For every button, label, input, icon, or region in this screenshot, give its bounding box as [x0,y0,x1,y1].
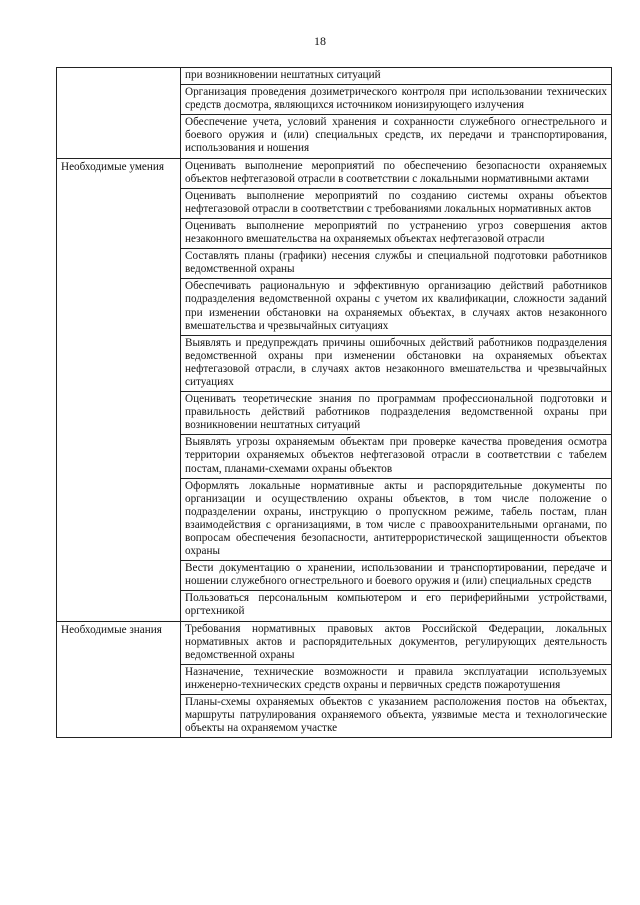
qualification-table [56,67,612,738]
table-row [57,68,612,159]
table-row [57,621,612,738]
row-label [57,68,181,159]
list-item: Вести документацию о хранении, использовании и транспортировании, передаче и ношении служебного огнестрельного и боевого оружия и (или) специальных средств [181,560,611,590]
list-item: Организация проведения дозиметрического контроля при использовании технических средств досмотра, являющихся источником ионизирующего излучения [181,84,611,114]
list-item: Обеспечивать рациональную и эффективную организацию действий работников подразделения ведомственной охраны с учетом их квалификации, сложности заданий при изменении обстановки на охраняемых объектах, в случаях актов незаконного вмешательства и чрезвычайных ситуациях [181,278,611,334]
list-item: Оценивать выполнение мероприятий по устранению угроз совершения актов незаконного вмешательства на охраняемых объектах нефтегазовой отрасли [181,218,611,248]
list-item: Планы-схемы охраняемых объектов с указанием расположения постов на объектах, маршруты патрулирования охраняемого объекта, уязвимые места и технологические объекты на охраняемом участке [181,694,611,737]
list-item: Выявлять и предупреждать причины ошибочных действий работников подразделения ведомственной охраны при изменении обстановки на охраняемых объектах нефтегазовой отрасли, в случаях актов незаконного вмешательства и чрезвычайных ситуациях [181,335,611,391]
row-content [181,621,612,738]
list-item: Пользоваться персональным компьютером и его периферийными устройствами, оргтехникой [181,590,611,620]
table-row [57,158,612,621]
list-item: Назначение, технические возможности и правила эксплуатации используемых инженерно-технических средств охраны и первичных средств пожаротушения [181,664,611,694]
list-item: Обеспечение учета, условий хранения и сохранности служебного огнестрельного и боевого оружия и (или) специальных средств, их передачи и транспортирования, использования и ношения [181,114,611,157]
list-item: Составлять планы (графики) несения службы и специальной подготовки работников ведомственной охраны [181,248,611,278]
list-item: Оценивать выполнение мероприятий по созданию системы охраны объектов нефтегазовой отрасли в соответствии с требованиями локальных нормативных актов [181,188,611,218]
row-label: Необходимые умения [57,158,181,621]
list-item: при возникновении нештатных ситуаций [185,69,381,81]
list-item: Выявлять угрозы охраняемым объектам при проверке качества проведения осмотра территории охраняемых объектов нефтегазовой отрасли в соответствии с табелем постам, планами-схемами охраны объектов [181,434,611,477]
row-content [181,158,612,621]
list-item: Оценивать теоретические знания по программам профессиональной подготовки и правильность действий работников подразделения ведомственной охраны при возникновении нештатных ситуаций [181,391,611,434]
row-label: Необходимые знания [57,621,181,738]
page-number: 18 [314,34,326,48]
list-item: Оценивать выполнение мероприятий по обеспечению безопасности охраняемых объектов нефтегазовой отрасли в соответствии с локальными нормативными актами [185,159,607,185]
row-content [181,68,612,159]
list-item: Требования нормативных правовых актов Российской Федерации, локальных нормативных актов и распорядительных документов, регулирующих деятельность ведомственной охраны [185,622,607,661]
list-item: Оформлять локальные нормативные акты и распорядительные документы по организации и осуществлению охраны объектов, в том числе положение о подразделении охраны, инструкцию о пропускном режиме, табель постам, план взаимодействия с организациями, в том числе с правоохранительными органами, по вопросам обеспечения безопасности, антитеррористической защищенности объектов охраны [181,478,611,561]
